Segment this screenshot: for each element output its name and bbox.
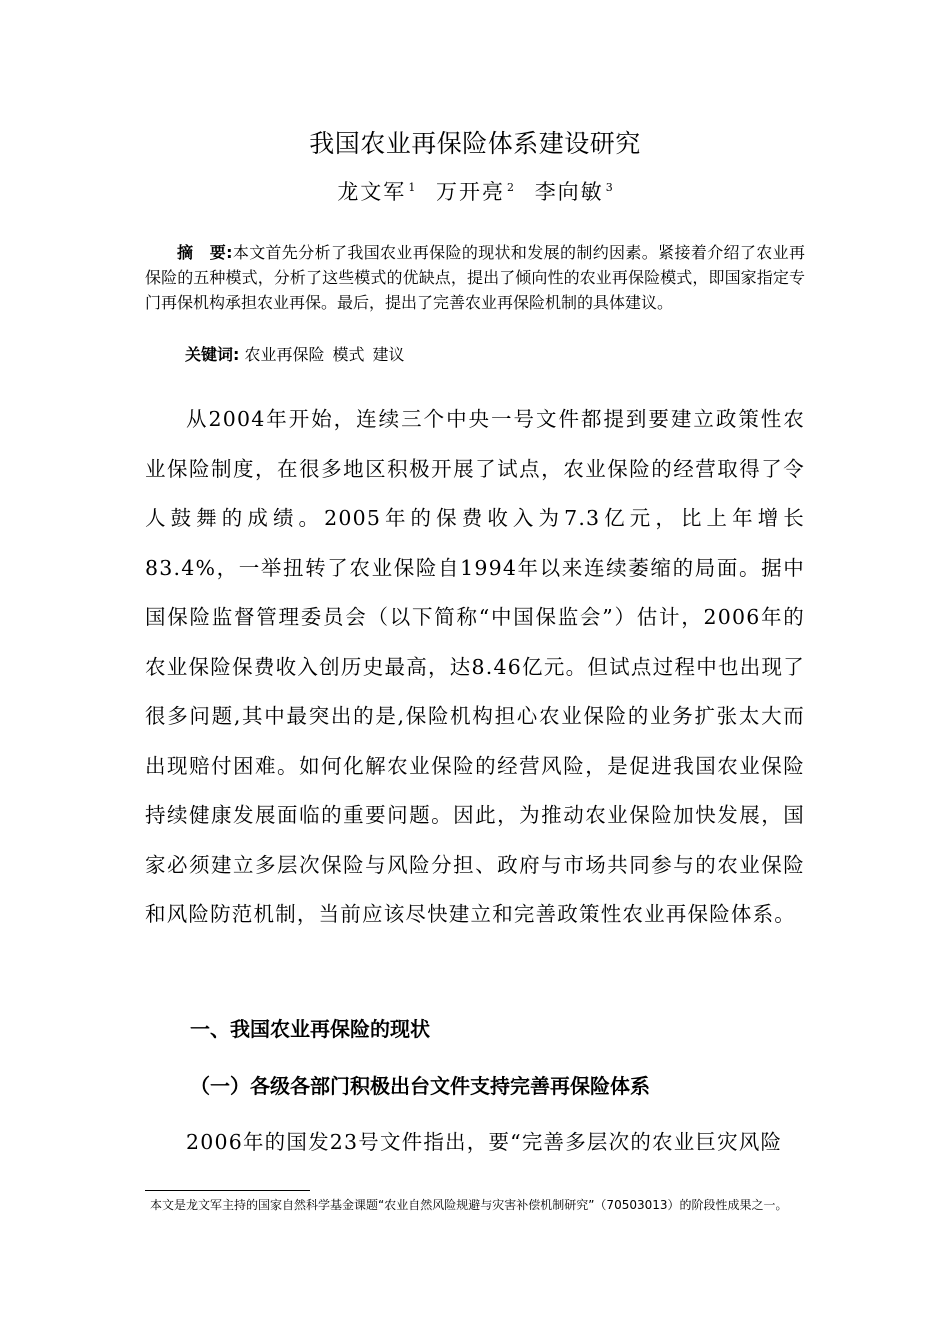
footnote-rule bbox=[145, 1190, 310, 1191]
keyword: 农业再保险 bbox=[244, 345, 325, 364]
subsection-heading: （一）各级各部门积极出台文件支持完善再保险体系 bbox=[190, 1074, 650, 1098]
keywords-label: 关键词: bbox=[185, 345, 240, 364]
author-name: 李向敏 bbox=[534, 180, 604, 204]
author-2 bbox=[436, 180, 514, 204]
keyword: 模式 bbox=[332, 345, 365, 364]
body-paragraph-1 bbox=[145, 395, 805, 940]
author-name: 万开亮 bbox=[436, 180, 505, 204]
author-mark: 2 bbox=[507, 181, 514, 194]
abstract-text: 本文首先分析了我国农业再保险的现状和发展的制约因素。紧接着介绍了农业再保险的五种模式，分析了这些模式的优缺点，提出了倾向性的农业再保险模式，即国家指定专门再保机构承担农业再保。最后，提出了完善农业再保险机制的具体建议。 bbox=[145, 243, 805, 312]
author-3 bbox=[535, 180, 613, 204]
paper-title: 我国农业再保险体系建设研究 bbox=[309, 129, 641, 158]
keyword: 建议 bbox=[372, 345, 405, 364]
author-1 bbox=[337, 180, 415, 204]
paragraph-text: 2006年的国发23号文件指出，要“完善多层次的农业巨灾风险 bbox=[186, 1130, 783, 1154]
author-mark: 3 bbox=[605, 181, 613, 194]
author-mark: 1 bbox=[408, 181, 416, 194]
footnote bbox=[145, 1196, 805, 1214]
paragraph-text: 从2004年开始，连续三个中央一号文件都提到要建立政策性农业保险制度，在很多地区积极开展了试点，农业保险的经营取得了令人鼓舞的成绩。2005年的保费收入为7.3亿元，比上年增长83.4%，一举扭转了农业保险自1994年以来连续萎缩的局面。据中国保险监督管理委员会（以下简称“中国保监会”）估计，2006年的农业保险保费收入创历史最高，达8.46亿元。但试点过程中也出现了很多问题,其中最突出的是,保险机构担心农业保险的业务扩张太大而出现赔付困难。如何化解农业保险的经营风险，是促进我国农业保险持续健康发展面临的重要问题。因此，为推动农业保险加快发展，国家必须建立多层次保险与风险分担、政府与市场共同参与的农业保险和风险防范机制，当前应该尽快建立和完善政策性农业再保险体系。 bbox=[145, 407, 805, 926]
author-name: 龙文军 bbox=[337, 180, 407, 204]
abstract bbox=[145, 240, 805, 315]
author-line bbox=[0, 176, 950, 206]
footnote-text: 本文是龙文军主持的国家自然科学基金课题“农业自然风险规避与灾害补偿机制研究”（70503013）的阶段性成果之一。 bbox=[150, 1198, 788, 1212]
keywords bbox=[185, 342, 413, 367]
abstract-label: 摘 要: bbox=[177, 243, 233, 262]
body-paragraph-2 bbox=[145, 1118, 805, 1168]
section-heading: 一、我国农业再保险的现状 bbox=[190, 1017, 430, 1041]
